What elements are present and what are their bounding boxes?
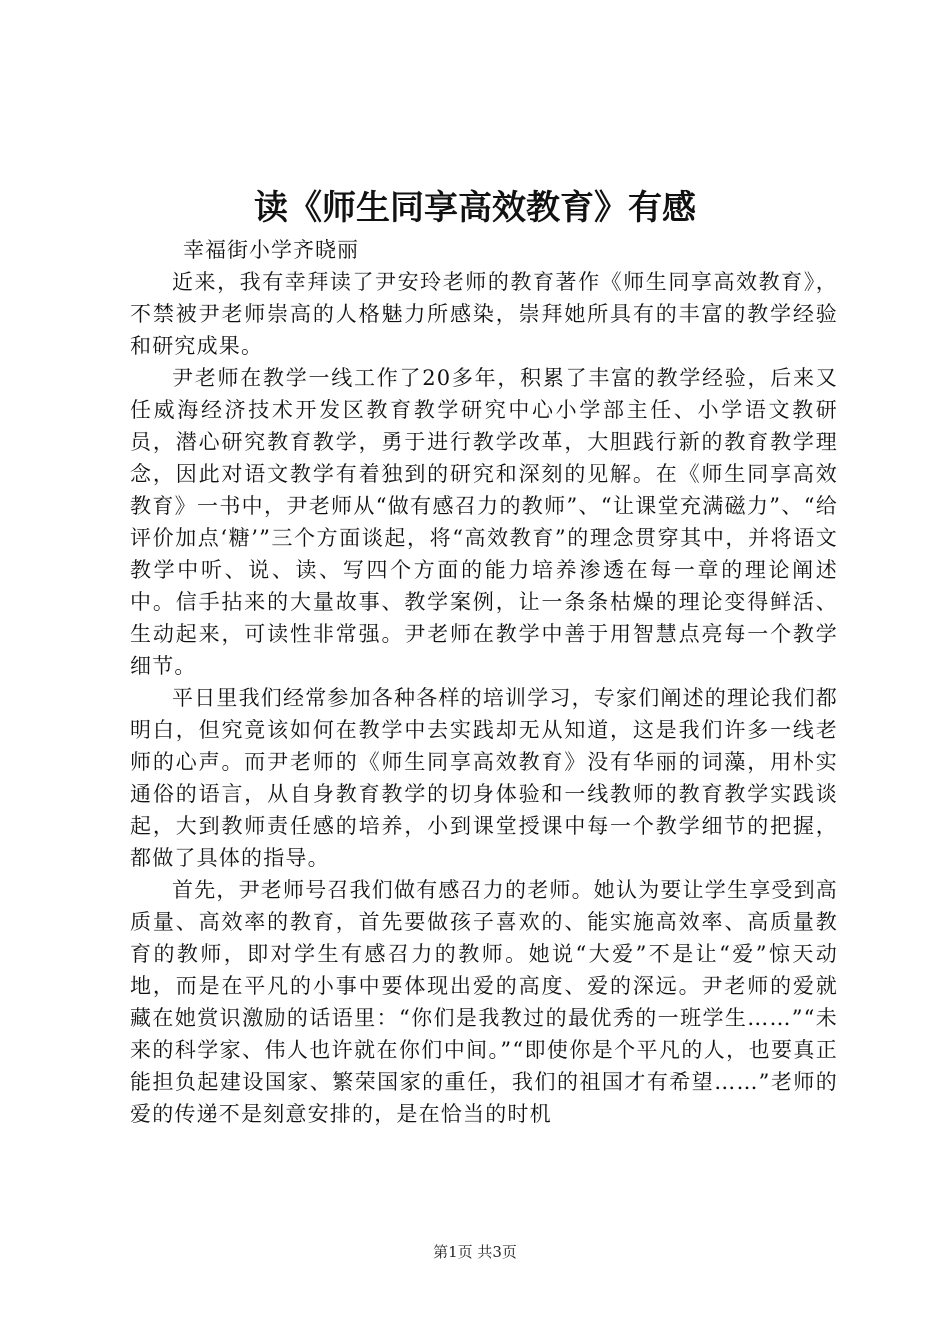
page-footer: 第1页 共3页	[433, 1243, 517, 1261]
paragraph-2: 尹老师在教学一线工作了20多年，积累了丰富的教学经验，后来又任威海经济技术开发区教育教学研究中心小学部主任、小学语文教研员，潜心研究教育教学，勇于进行教学改革，大胆践行新的教育教学理念，因此对语文教学有着独到的研究和深刻的见解。在《师生同享高效教育》一书中，尹老师从“做有感召力的教师”、“让课堂充满磁力”、“给评价加点‘糖’”三个方面谈起，将“高效教育”的理念贯穿其中，并将语文教学中听、说、读、写四个方面的能力培养渗透在每一章的理论阐述中。信手拈来的大量故事、教学案例，让一条条枯燥的理论变得鲜活、生动起来，可读性非常强。尹老师在教学中善于用智慧点亮每一个教学细节。	[130, 366, 838, 678]
author-line: 幸福街小学齐晓丽	[183, 238, 359, 262]
paragraph-4: 首先，尹老师号召我们做有感召力的老师。她认为要让学生享受到高质量、高效率的教育，首先要做孩子喜欢的、能实施高效率、高质量教育的教师，即对学生有感召力的教师。她说“大爱”不是让“爱”惊天动地，而是在平凡的小事中要体现出爱的高度、爱的深远。尹老师的爱就藏在她赏识激励的话语里：“你们是我教过的最优秀的一班学生……”“未来的科学家、伟人也许就在你们中间。”“即使你是个平凡的人，也要真正能担负起建设国家、繁荣国家的重任，我们的祖国才有希望……”老师的爱的传递不是刻意安排的，是在恰当的时机	[130, 878, 838, 1126]
document-title: 读《师生同享高效教育》有感	[254, 188, 696, 228]
paragraph-1: 近来，我有幸拜读了尹安玲老师的教育著作《师生同享高效教育》，不禁被尹老师崇高的人格魅力所感染，崇拜她所具有的丰富的教学经验和研究成果。	[130, 270, 838, 358]
document-body	[130, 266, 838, 1130]
paragraph-3: 平日里我们经常参加各种各样的培训学习，专家们阐述的理论我们都明白，但究竟该如何在教学中去实践却无从知道，这是我们许多一线老师的心声。而尹老师的《师生同享高效教育》没有华丽的词藻，用朴实通俗的语言，从自身教育教学的切身体验和一线教师的教育教学实践谈起，大到教师责任感的培养，小到课堂授课中每一个教学细节的把握，都做了具体的指导。	[130, 686, 838, 870]
